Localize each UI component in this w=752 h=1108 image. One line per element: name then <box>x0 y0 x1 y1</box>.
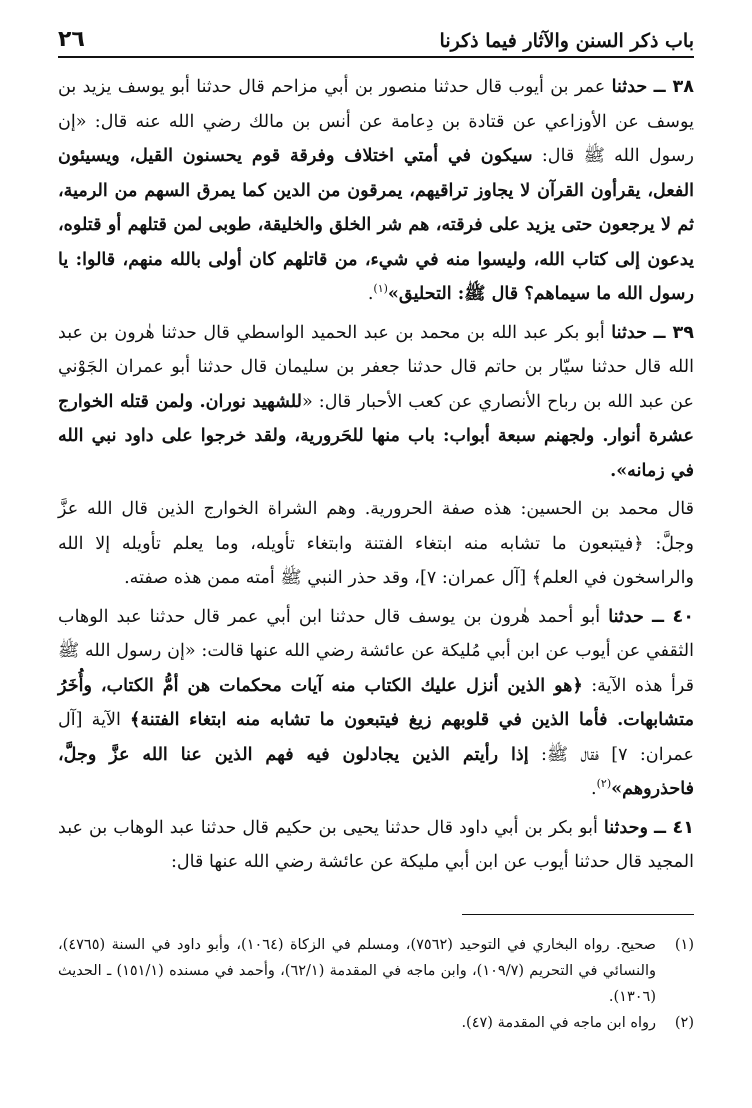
hadith-number: ٣٩ ــ <box>653 322 695 343</box>
hadith-number: ٣٨ ــ <box>653 77 695 97</box>
page-header <box>58 18 694 58</box>
isnad-text: أبو أحمد هٰرون بن يوسف قال حدثنا ابن أبي عمر قال حدثنا عبد الوهاب الثقفي عن أيوب عن ابن أبي مُليكة عن عائشة رضي الله عنها قالت: «إن رسول الله ﷺ قرأ هذه الآية: <box>58 606 694 696</box>
period: . <box>367 284 374 304</box>
period: . <box>591 779 597 799</box>
footnotes <box>58 932 694 1036</box>
footnote <box>58 932 694 1010</box>
footnote-number: (٢) <box>674 1015 694 1031</box>
hadith-39 <box>58 316 694 489</box>
footnote-text: صحيح. رواه البخاري في التوحيد (٧٥٦٢)، ومسلم في الزكاة (١٠٦٤)، وأبو داود في السنة (٤٧٦٥)، والنسائي في التحريم (١٠٩/٧)، وابن ماجه في المقدمة (٦٢/١)، وأحمد في مسنده (١٥١/١) ـ الحديث (١٣٠٦). <box>58 937 656 1005</box>
footnote-marker: (١) <box>373 282 388 296</box>
hadith-lead: حدثنا <box>611 76 648 97</box>
footnote-divider <box>462 914 694 915</box>
hadith-lead: حدثنا <box>611 321 647 343</box>
author-comment: قال محمد بن الحسين: هذه صفة الحرورية. وهم الشراة الخوارج الذين قال الله عزَّ وجلَّ: ﴿فيتبعون ما تشابه منه ابتغاء الفتنة وابتغاء تأويله، وما يعلم تأويله إلا الله والراسخون في العلم﴾ [آل عمران: ٧]، وقد حذر النبي ﷺ أمته ممن هذه صفته. <box>58 499 694 588</box>
hadith-41 <box>58 811 694 880</box>
verse-reference: الآية [آل عمران: ٧] فقال ﷺ: <box>58 710 694 765</box>
hadith-number: ٤١ ــ <box>654 817 695 838</box>
isnad-text: عمر بن أيوب قال حدثنا منصور بن أبي مزاحم قال حدثنا أبو يوسف يزيد بن يوسف عن الأوزاعي عن قتادة بن دِعامة عن أنس بن مالك رضي الله عنه قال: «إن رسول الله ﷺ قال: <box>58 77 694 166</box>
hadith-38 <box>58 70 694 312</box>
isnad-text: أبو بكر بن أبي داود قال حدثنا يحيى بن حكيم قال حدثنا عبد الوهاب بن عبد المجيد قال حدثنا أيوب عن ابن أبي مليكة عن عائشة رضي الله عنها قال: <box>58 817 694 872</box>
quran-verse: ﴿هو الذين أنزل عليك الكتاب منه آيات محكمات هن أمُّ الكتاب، وأُخَرُ متشابهات. فأما الذين في قلوبهم زيغ فيتبعون ما تشابه منه ابتغاء الفتنة﴾ <box>58 674 694 730</box>
hadith-lead: وحدثنا <box>603 816 649 838</box>
hadith-40 <box>58 600 694 807</box>
page-number: ٢٦ <box>58 27 85 52</box>
footnote-number: (١) <box>674 937 694 953</box>
matn-text: إذا رأيتم الذين يجادلون فيه فهم الذين عنا الله عزَّ وجلَّ، فاحذروهم» <box>58 743 694 799</box>
matn-text: للشهيد نوران. ولمن قتله الخوارج عشرة أنوار. ولجهنم سبعة أبواب: باب منها للحَرورية، ولقد خرجوا على داود نبي الله في زمانه». <box>58 390 694 481</box>
footnote <box>58 1010 694 1036</box>
footnote-marker: (٢) <box>596 777 612 791</box>
hadith-lead: حدثنا <box>608 605 644 627</box>
hadith-number: ٤٠ ــ <box>651 606 695 627</box>
footnote-text: رواه ابن ماجه في المقدمة (٤٧). <box>461 1015 656 1031</box>
isnad-text: أبو بكر عبد الله بن محمد بن عبد الحميد الواسطي قال حدثنا هٰرون بن عبد الله قال حدثنا سيّار بن حاتم قال حدثنا جعفر بن سليمان قال حدثنا أبو عمران الجَوْني عن عبد الله بن رباح الأنصاري عن كعب الأحبار قال: « <box>58 322 694 412</box>
matn-text: سيكون في أمتي اختلاف وفرقة قوم يحسنون القيل، ويسيئون الفعل، يقرأون القرآن لا يجاوز تراقيهم، يمرقون من الدين كما يمرق السهم من الرمية، ثم لا يرجعون حتى يزيد على فرقته، هم شر الخلق والخليقة، طوبى لمن قتلهم أو قتلوه، يدعون إلى كتاب الله، وليسوا منه في شيء، من قاتلهم كان أولى بالله منهم، قالوا: يا رسول الله ما سيماهم؟ قال ﷺ: التحليق» <box>58 145 694 304</box>
running-title: باب ذكر السنن والآثار فيما ذكرنا <box>439 30 694 52</box>
page-body <box>58 70 694 880</box>
